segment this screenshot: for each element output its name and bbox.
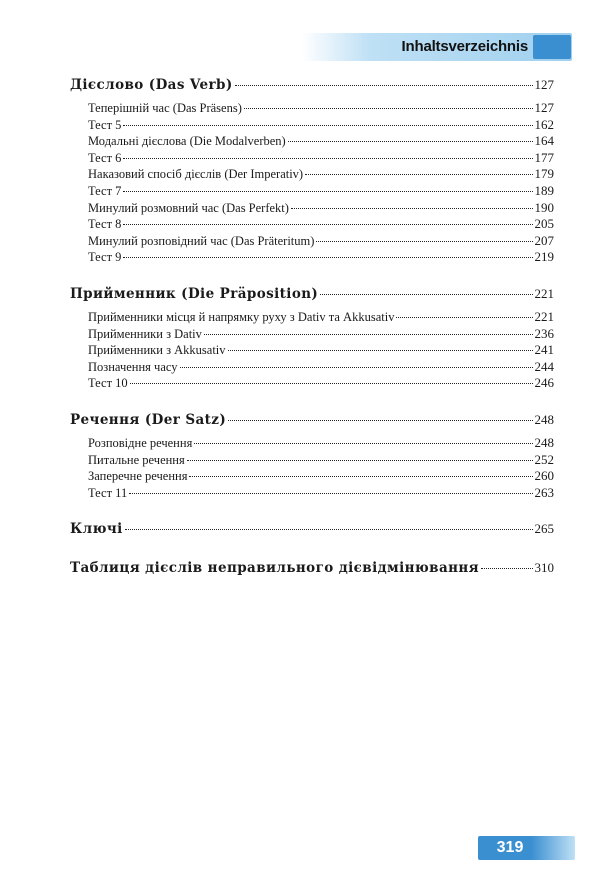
section-title: Прийменник (Die Präposition) [70, 285, 319, 302]
entry-title: Наказовий спосіб дієслів (Der Imperativ) [88, 167, 304, 182]
toc-section [70, 283, 554, 392]
section-page-number: 248 [534, 411, 554, 427]
table-of-contents [70, 74, 554, 596]
entry-page-number: 236 [534, 325, 554, 341]
dot-leader [305, 174, 532, 175]
dot-leader [180, 367, 533, 368]
entry-page-number: 127 [534, 100, 554, 115]
toc-section [70, 409, 554, 501]
entry-page-number: 205 [534, 216, 554, 232]
entry-page-number: 252 [534, 451, 554, 467]
toc-section-heading[interactable] [70, 74, 554, 96]
dot-leader [316, 241, 532, 242]
entry-title: Модальні дієслова (Die Modalverben) [88, 134, 286, 149]
dot-leader [291, 208, 533, 209]
toc-entry[interactable] [88, 133, 554, 150]
toc-entry[interactable] [88, 435, 554, 452]
toc-entry[interactable] [88, 375, 554, 392]
entry-title: Розповідне речення [88, 435, 193, 450]
entry-page-number: 177 [534, 149, 554, 165]
entry-title: Тест 5 [88, 117, 122, 132]
section-page-number: 127 [534, 77, 554, 92]
dot-leader [288, 141, 533, 142]
section-page-number: 221 [534, 285, 554, 301]
toc-entry[interactable] [88, 166, 554, 183]
toc-section [70, 557, 554, 579]
toc-section-heading[interactable] [70, 557, 554, 579]
entry-title: Тест 10 [88, 376, 128, 391]
dot-leader [187, 460, 533, 461]
entry-title: Тест 7 [88, 183, 122, 198]
entry-page-number: 244 [534, 358, 554, 374]
dot-leader [123, 224, 532, 225]
toc-section-heading[interactable] [70, 409, 554, 431]
toc-section [70, 518, 554, 540]
entry-page-number: 219 [534, 249, 554, 265]
toc-item-list [70, 100, 554, 266]
dot-leader [244, 108, 533, 109]
dot-leader [228, 350, 533, 351]
entry-page-number: 164 [534, 133, 554, 149]
entry-page-number: 162 [534, 116, 554, 132]
toc-item-list [70, 435, 554, 501]
entry-title: Прийменники з Akkusativ [88, 343, 226, 358]
toc-entry[interactable] [88, 452, 554, 469]
dot-leader [130, 383, 533, 384]
toc-item-list [70, 309, 554, 392]
entry-page-number: 179 [534, 166, 554, 182]
entry-page-number: 246 [534, 375, 554, 391]
section-page-number: 265 [534, 521, 554, 537]
entry-title: Заперечне речення [88, 469, 188, 484]
dot-leader [123, 158, 532, 159]
toc-entry[interactable] [88, 342, 554, 359]
entry-page-number: 263 [534, 484, 554, 500]
toc-entry[interactable] [88, 468, 554, 485]
toc-entry[interactable] [88, 485, 554, 502]
toc-entry[interactable] [88, 249, 554, 266]
entry-page-number: 248 [534, 434, 554, 450]
entry-title: Тест 9 [88, 250, 122, 265]
section-title: Речення (Der Satz) [70, 411, 227, 428]
entry-page-number: 207 [534, 232, 554, 248]
toc-section [70, 74, 554, 266]
toc-section-heading[interactable] [70, 283, 554, 305]
toc-entry[interactable] [88, 326, 554, 343]
entry-page-number: 190 [534, 199, 554, 215]
dot-leader [125, 529, 533, 530]
entry-title: Позначення часу [88, 359, 178, 374]
dot-leader [194, 443, 532, 444]
toc-entry[interactable] [88, 150, 554, 167]
dot-leader [228, 420, 532, 421]
entry-page-number: 189 [534, 182, 554, 198]
dot-leader [396, 317, 532, 318]
dot-leader [235, 85, 533, 86]
entry-title: Прийменники місця й напрямку руху з Dativ та Akkusativ [88, 309, 395, 324]
entry-page-number: 241 [534, 342, 554, 358]
header-tab-marker [533, 35, 571, 59]
dot-leader [189, 476, 532, 477]
toc-entry[interactable] [88, 233, 554, 250]
entry-title: Питальне речення [88, 452, 185, 467]
toc-entry[interactable] [88, 183, 554, 200]
section-page-number: 310 [534, 560, 554, 576]
section-title: Дієслово (Das Verb) [70, 77, 233, 93]
entry-title: Минулий розповідний час (Das Präteritum) [88, 233, 315, 248]
toc-entry[interactable] [88, 359, 554, 376]
toc-entry[interactable] [88, 100, 554, 117]
toc-entry[interactable] [88, 309, 554, 326]
dot-leader [123, 191, 532, 192]
toc-entry[interactable] [88, 216, 554, 233]
section-title: Таблиця дієслів неправильного дієвідмінювання [70, 560, 480, 577]
entry-title: Теперішній час (Das Präsens) [88, 101, 242, 115]
entry-title: Тест 11 [88, 485, 128, 500]
toc-entry[interactable] [88, 117, 554, 134]
dot-leader [481, 568, 532, 569]
dot-leader [320, 294, 532, 295]
entry-title: Тест 6 [88, 150, 122, 165]
page-title: Inhaltsverzeichnis [401, 38, 528, 55]
entry-title: Минулий розмовний час (Das Perfekt) [88, 200, 289, 215]
dot-leader [129, 493, 532, 494]
entry-page-number: 221 [534, 308, 554, 324]
toc-section-heading[interactable] [70, 518, 554, 540]
dot-leader [204, 334, 533, 335]
entry-page-number: 260 [534, 468, 554, 484]
entry-title: Прийменники з Dativ [88, 326, 202, 341]
section-title: Ключі [70, 521, 123, 538]
entry-title: Тест 8 [88, 217, 122, 232]
dot-leader [123, 125, 532, 126]
dot-leader [123, 257, 532, 258]
page-number: 319 [496, 839, 524, 856]
toc-entry[interactable] [88, 200, 554, 217]
